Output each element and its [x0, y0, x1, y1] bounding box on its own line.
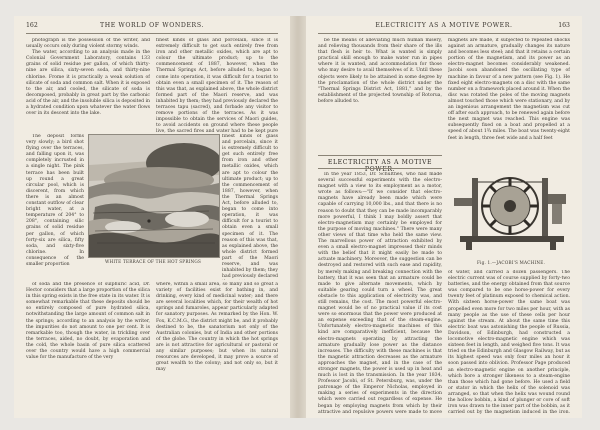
paragraph: of soda and the presence of sulphuric acid, Dr. Hector considers that a large proportion of the silica in this spring exists in the free state in its water. It is somewhat remarkable that these deposits should be so entirely composed of pure hydrated silica, notwithstanding the large amount of common salt in the springs; according to an analysis by the writer, the impurities do not amount to one per cent. It is remarkable too, though the water, in trickling over the terraces, aided, no doubt, by evaporation and the cold, the whole basin of pure silica scattered over the country would have a high commercial value for the manufacture of the very: [26, 282, 150, 361]
right-column-top: [156, 38, 278, 134]
paragraph: of water, and carried a dozen passengers. The electric current was of course supplied by forty-two batteries, and the energy obtained from that source was compared to be one horse-power for every twenty feet of platinum exposed to chemical action. With sixteen horse-power the same boat was propelled even more for two miles per hour, with as many people as the use of these cells per hour against the stream. At about the same time this electric boat was astonishing the people of Russia, Davidson, of Edinburgh, had constructed a locomotive electro-magnetic engine which was sixteen feet in length, and weighed five tons. It was tried on the Edinburgh and Glasgow Railway, but as its highest speed was only four miles an hour it soon passed into oblivion. Professor Page produced an electro-magnetic engine on another principle, which bore a stronger likeness to a steam-engine than those which had gone before. He used a field or stator in which the helix of the solenoid was arranged, so that when the helix was wound round the hollow bobbin, a kind of plunger or core of soft iron was drawn to the inner part of the bobbin, as it carried out by the magnetism induced in the iron.: [448, 270, 570, 414]
figure-caption: Fig. 1.—JACOBI'S MACHINE.: [476, 260, 546, 265]
terrace-illustration: [89, 135, 219, 257]
left-column-narrow: [26, 134, 84, 280]
running-title: ELECTRICITY AS A MOTIVE POWER.: [375, 22, 513, 29]
running-header: [26, 22, 278, 32]
right-column-bottom: [156, 282, 278, 414]
header-rule: [26, 33, 278, 34]
page-number: 163: [558, 22, 570, 29]
right-page: [306, 16, 582, 418]
book-gutter: [290, 16, 306, 418]
paragraph: The water, according to an analysis made in the Colonial Government Laboratory, contains 133 grains of solid residue per gallon, of which thirty-nine are silica, sixty-seven soda, and thirty-nine chlorine. Frome it is practically a weak solution of silicate of soda and common salt. When it is exposed to the air, and cooled, the silicate of soda is decomposed, probably in great part by the carbonic acid of the air, and the insoluble silica is deposited in a hydrated condition upon whatever the water flows over in its descent into the lake.: [26, 50, 150, 117]
running-header: [318, 22, 570, 32]
figure-caption: WHITE TERRACE OF THE HOT SPRINGS: [104, 259, 202, 264]
jacobi-machine-illustration: [452, 158, 570, 258]
left-page: [14, 16, 290, 418]
paragraph: finest kinds of glass and porcelain, since it is extremely difficult to get such entirely free from iron and other metallic oxides, which are apt to colour the ultimate product; up to the commencement of 1887, however, when the Thermal Springs Act, before alluded to, began to come into operation, it was difficult for a tourist to obtain even a small specimen of it. The reason of this was that, as explained above, the whole district formed part of the Maori reserve, and was inhabited by them; they had previously declared: [222, 134, 278, 280]
title-rule-top: [318, 155, 442, 156]
article-title: ELECTRICITY AS A MOTIVE POWER.: [327, 159, 433, 173]
right-column-narrow: [222, 134, 278, 280]
page-number: 162: [26, 22, 38, 29]
left-column-bottom: [26, 282, 150, 414]
paragraph: photograph is the possession of the writer, and usually occurs only during violent stormy winds.: [26, 38, 150, 50]
paragraph: finest kinds of glass and porcelain, since it is extremely difficult to get such entirely free from iron and other metallic oxides, which are apt to colour the ultimate product; up to the commencement of 1887, however, when the Thermal Springs Act, before alluded to, began to come into operation, it was difficult for a tourist to obtain even a small specimen of it. The reason of this was that, as explained above, the whole district formed part of the Maori reserve, and was inhabited by them; they had previously declared the terraces tapu (sacred), and forbade any visitor to remove portions of the terraces. As it was impossible to obtain the services of Maori guides, to avoid accidents on ground where these people live, the sacred fires and water had to be kept pure: [156, 38, 278, 134]
title-rule-bottom: [318, 168, 442, 169]
terrace-engraving: [88, 134, 220, 258]
paragraph: magnets are made, if subjected to repeated shocks against an armature, gradually changes its nature and becomes less steel; and that it retains a certain portion of the magnetism, and its power as an electro-magnet becomes considerably weakened. Jacobi soon abandoned the oscillating type of machine in favour of a new pattern (see Fig. 1). He fixed eight electro-magnets on a disc with the same number on a framework placed around it. When the disc was rotated the poles of the moving magnets almost touched those which were stationary, and by an ingenious arrangement the magnetism was cut off after each approach, to be renewed again before the next magnet was reached. This engine was subsequently fixed on a boat and propelled at a speed of about 1¾ miles. The boat was twenty-eight feet in length, three feet wide and a half feet: [448, 38, 570, 141]
running-title: THE WORLD OF WONDERS.: [99, 22, 205, 29]
header-rule: [318, 33, 570, 34]
right-page-column-1-bottom: [318, 172, 442, 414]
left-column-top: [26, 38, 150, 134]
jacobi-machine-figure: [452, 158, 570, 258]
paragraph: where, within a small area, so many and so great a variety of facilities exist for bathing in, and drinking, every kind of medicinal water; and there are several localities which, for their wealth of hot springs and fumaroles, appear particularly adapted for sanatory purposes. As remarked by the Hon. W. Fox, K.C.M.G., the district might be, and it probably destined to be, the sanatorium not only of the Australian colonies, but of India and other portions of the globe. The country in which the hot springs are is not attractive for agricultural or pastoral or any similar purposes; but when its natural resources are developed, it may prove a source of great wealth to the colony; and not only so, but it may: [156, 282, 278, 373]
paragraph: In the year 1853, Dr. Schulthes, who had made several successful experiments with the electro-magnet with a view to its employment as a motor, wrote as follows:—"If we consider that electro-magnets have already been made which were capable of carrying 10,000 lbs., and that there is no reason to doubt that they can be made incomparably more powerful, I think I may boldly assert that electro-magnetism may certainly be employed for the purpose of moving machines." There were many other views of that time who held the same view. The marvellous power of attraction exhibited by even a small electro-magnet impressed their minds with the belief that it might easily be made to actuate machinery. Moreover, the suggestion can be destroyed and restored with such ease and rapidity, by merely making and breaking connection with the battery, that it was seen that an armature could be made to give alternate movements, which by suitable gearing could turn a wheel. The great obstacle to this application of electricity was, and still remains, the cost. The most powerful electro-magnet would be of no practical value if its cost were so enormous that the power were produced at an expense exceeding that of the steam-engine. Unfortunately electro-magnetic machines of this kind are comparatively inefficient, because the electro-magnets operating by attracting the armature gradually lose power as the distance increases. The difficulty with these machines is that the magnetic attraction decreases as the armature approaches the magnet, and in the case of the stronger magnets, the power is used up in heat and much is lost in the transmission. In the year 1834, Professor Jacobi, of St. Petersburg, was, under the patronage of the Emperor Nicholas, employed in making a series of experiments in the direction which were carried out regardless of expense. He began by employing magnets from which by their attractive and repulsive powers were made to move: [318, 172, 442, 414]
right-page-column-2-bottom: [448, 270, 570, 414]
paragraph: be the means of alleviating much human misery, and relieving thousands from their share of the ills that flesh is heir to. What is wanted is simply practical skill enough to make water run in pipes where it is wanted, and accommodation for those who may desire to avail themselves of it. Until these objects were likely to be attained in some degree by the proclamation of the whole district under the "Thermal Springs District Act, 1881," and by the establishment of the projected township of Rotorua, before alluded to.: [318, 38, 442, 104]
right-page-column-1-top: [318, 38, 442, 152]
right-page-column-2-top: [448, 38, 570, 156]
paragraph: The deposit forms very slowly; a bird shot flying over the terraces, and falling upon it, was completely incrusted in a single night. The pink terrace has been built up round a great circular pool, which is discerent, from which there is an almost constant outflow of clear bright water, at a temperature of 204° to 208°, containing silic grains of solid residue per gallon, of which forty-six are silica, fifty soda, and sixty-five chlorine. In consequence of the smaller proportion: [26, 134, 84, 267]
